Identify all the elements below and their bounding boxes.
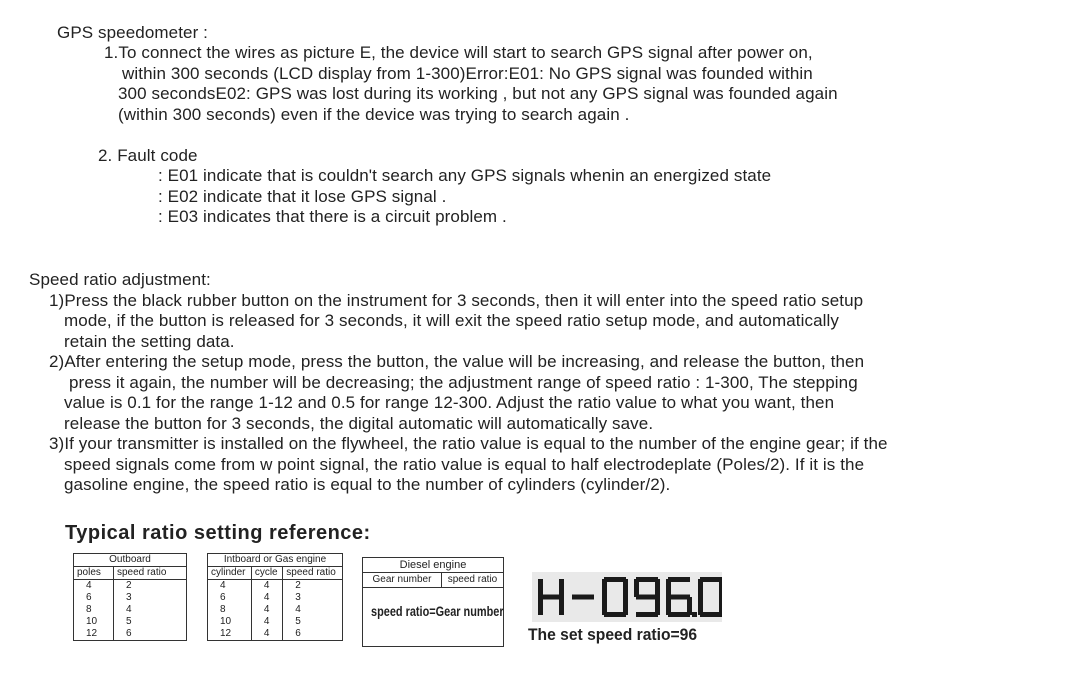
diesel-headers xyxy=(363,573,503,588)
lcd-digits xyxy=(532,572,722,622)
lcd-segment xyxy=(666,597,671,615)
lcd-segment xyxy=(559,597,564,615)
table-cell: 5 xyxy=(113,616,186,628)
table-cell: 3 xyxy=(113,592,186,604)
gps-item1-line: (within 300 seconds) even if the device was trying to search again . xyxy=(118,105,630,124)
reference-title: Typical ratio setting reference: xyxy=(65,522,371,544)
table-cell: 4 xyxy=(251,592,282,604)
inboard-header: cycle xyxy=(251,567,282,580)
table-cell: 4 xyxy=(251,604,282,616)
gps-item1-line: 1.To connect the wires as picture E, the device will start to search GPS signal after power on, xyxy=(104,43,813,62)
diesel-header: Gear number xyxy=(363,573,442,587)
table-cell: 2 xyxy=(113,580,186,593)
diesel-table xyxy=(362,557,504,647)
lcd-display xyxy=(532,572,722,622)
lcd-segment xyxy=(668,577,690,582)
diesel-caption: Diesel engine xyxy=(363,558,503,573)
lcd-segment xyxy=(540,595,562,600)
lcd-segment xyxy=(655,579,660,597)
lcd-segment xyxy=(636,577,658,582)
table-cell: 4 xyxy=(208,580,252,593)
table-cell: 4 xyxy=(251,628,282,641)
table-row xyxy=(208,592,343,604)
table-cell: 4 xyxy=(113,604,186,616)
table-row xyxy=(74,616,187,628)
lcd-caption: The set speed ratio=96 xyxy=(528,625,698,644)
table-cell: 4 xyxy=(283,604,343,616)
lcd-decimal-point xyxy=(692,612,697,617)
inboard-header: speed ratio xyxy=(283,567,343,580)
lcd-segment xyxy=(623,579,628,597)
table-cell: 6 xyxy=(283,628,343,641)
diesel-header: speed ratio xyxy=(447,574,498,585)
speed-ratio-heading: Speed ratio adjustment: xyxy=(29,270,211,289)
lcd-segment xyxy=(572,595,594,600)
lcd-segment xyxy=(668,612,690,617)
speed-ratio-line: value is 0.1 for the range 1-12 and 0.5 for range 12-300. Adjust the ratio value to what you want, then xyxy=(64,393,835,412)
table-cell: 12 xyxy=(74,628,114,641)
table-cell: 4 xyxy=(74,580,114,593)
gps-item1-line: within 300 seconds (LCD display from 1-300)Error:E01: No GPS signal was founded within xyxy=(122,64,813,83)
table-row xyxy=(74,604,187,616)
gps-heading: GPS speedometer : xyxy=(57,23,208,42)
fault-code-heading: 2. Fault code xyxy=(98,146,198,165)
fault-code-line: : E01 indicate that is couldn't search any GPS signals whenin an energized state xyxy=(158,166,772,185)
inboard-caption: Intboard or Gas engine xyxy=(208,554,343,567)
lcd-segment xyxy=(698,579,703,597)
lcd-segment xyxy=(636,612,658,617)
lcd-segment xyxy=(602,579,607,597)
lcd-segment xyxy=(538,579,543,597)
outboard-caption: Outboard xyxy=(74,554,187,567)
speed-ratio-line: 1)Press the black rubber button on the instrument for 3 seconds, then it will enter into the speed ratio setup xyxy=(49,291,864,310)
speed-ratio-line: speed signals come from w point signal, the ratio value is equal to half electrodeplate (Poles/2). If it is the xyxy=(64,455,865,474)
table-row xyxy=(208,604,343,616)
lcd-segment xyxy=(698,597,703,615)
speed-ratio-line: mode, if the button is released for 3 seconds, it will exit the speed ratio setup mode, and automatically xyxy=(64,311,839,330)
table-cell: 5 xyxy=(283,616,343,628)
table-cell: 6 xyxy=(74,592,114,604)
gps-item1-line: 300 secondsE02: GPS was lost during its working , but not any GPS signal was founded again xyxy=(118,84,838,103)
diesel-formula: speed ratio=Gear number xyxy=(371,603,504,619)
table-cell: 8 xyxy=(74,604,114,616)
table-row xyxy=(208,628,343,641)
speed-ratio-line: retain the setting data. xyxy=(64,332,235,351)
lcd-segment xyxy=(666,579,671,597)
table-row xyxy=(74,580,187,593)
table-cell: 6 xyxy=(113,628,186,641)
inboard-table xyxy=(207,553,343,641)
lcd-segment xyxy=(700,612,722,617)
table-cell: 3 xyxy=(283,592,343,604)
speed-ratio-line: press it again, the number will be decreasing; the adjustment range of speed ratio : 1-300, The stepping xyxy=(69,373,858,392)
lcd-segment xyxy=(700,577,722,582)
table-cell: 4 xyxy=(251,616,282,628)
table-row xyxy=(208,580,343,593)
lcd-segment xyxy=(719,579,722,597)
lcd-segment xyxy=(602,597,607,615)
lcd-segment xyxy=(559,579,564,597)
outboard-header: poles xyxy=(74,567,114,580)
table-cell: 10 xyxy=(74,616,114,628)
speed-ratio-line: release the button for 3 seconds, the digital automatic will automatically save. xyxy=(64,414,654,433)
lcd-segment xyxy=(604,577,626,582)
lcd-segment xyxy=(604,612,626,617)
table-cell: 4 xyxy=(251,580,282,593)
lcd-segment xyxy=(668,595,690,600)
table-cell: 8 xyxy=(208,604,252,616)
lcd-segment xyxy=(636,595,658,600)
speed-ratio-line: 3)If your transmitter is installed on the flywheel, the ratio value is equal to the number of the engine gear; if the xyxy=(49,434,888,453)
speed-ratio-line: 2)After entering the setup mode, press the button, the value will be increasing, and release the button, then xyxy=(49,352,865,371)
fault-code-line: : E02 indicate that it lose GPS signal . xyxy=(158,187,447,206)
lcd-segment xyxy=(634,579,639,597)
table-cell: 6 xyxy=(208,592,252,604)
inboard-header: cylinder xyxy=(208,567,252,580)
table-row xyxy=(208,616,343,628)
lcd-segment xyxy=(538,597,543,615)
fault-code-line: : E03 indicates that there is a circuit problem . xyxy=(158,207,507,226)
table-cell: 10 xyxy=(208,616,252,628)
speed-ratio-line: gasoline engine, the speed ratio is equal to the number of cylinders (cylinder/2). xyxy=(64,475,671,494)
outboard-header: speed ratio xyxy=(113,567,186,580)
table-cell: 2 xyxy=(283,580,343,593)
table-row xyxy=(74,592,187,604)
table-row xyxy=(74,628,187,641)
table-cell: 12 xyxy=(208,628,252,641)
outboard-table xyxy=(73,553,187,641)
